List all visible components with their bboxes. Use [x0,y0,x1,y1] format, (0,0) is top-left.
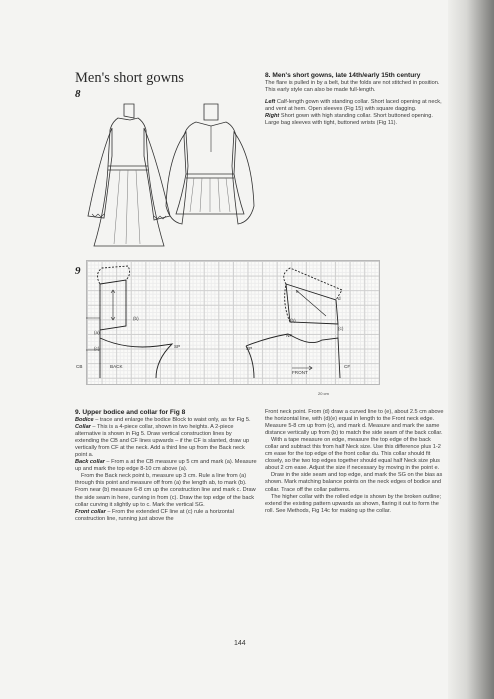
left-gown-belt [108,166,148,170]
cf-label: CF [344,364,351,369]
cb-label: CB [76,364,83,369]
sp-label-back: SP [174,344,181,349]
collar-fit-text: With a tape measure on edge, measure the top edge of the back collar and subtract this from half Neck size. Use this difference plus 1-2 cm ease for the top edge of the front collar du. This collar should fit closely, so the two top edges together should equal half Neck size plus about 2 cm ease. Adjust the size if necessary by moving in the point e. [265,437,441,472]
c-label-front: (c) [338,326,344,331]
scale-label: 20 cm [318,391,329,396]
c-label-back: (c) [94,346,100,351]
right-gown-collar [204,104,218,120]
back-collar-steps: From the Back neck point b, measure up 3 cm. Rule a line from (a) through this point and measure off from (a) the length ab, to mark (b). From near (b) measure 6-8 cm up the construction line and mark c. Draw the side seam in here, curving in from (c). Draw the top edge of the back collar curving it slightly up to c. Mark the vertical SG. [75,473,256,508]
book-spine-shadow [448,0,494,699]
bodice-text: – trace and enlarge the bodice Block to waist only, as for Fig 5. [93,417,251,423]
front-label: FRONT [292,370,308,375]
bodice-label: Bodice [75,417,94,423]
left-gown-body [94,118,164,246]
b-label-front: (b) [290,318,296,323]
collar-label: Collar [75,424,91,431]
sp-label-front: SP [246,346,253,351]
right-description: Short gown with high standing collar. Short buttoned opening. Large bag sleeves with tight, buttoned wrists (Fig 11). [265,113,433,127]
figure-9-heading: 9. Upper bodice and collar for Fig 8 [75,409,186,416]
higher-collar-text: The higher collar with the rolled edge is shown by the broken outline; extend the existing pattern upwards as shown, flaring it out to form the roll. See Methods, Fig 14c for making up the collar. [265,493,442,514]
front-collar-label: Front collar [75,508,106,515]
np-label: NP [286,333,293,338]
front-collar-text: – From the extended CF line at (c) rule a horizontal construction line, running just above the [75,508,234,522]
figure-8-number: 8 [75,88,81,100]
page-title: Men's short gowns [75,70,184,86]
left-description: Calf-length gown with standing collar. Short laced opening at neck, and vent at hem. Open sleeves (Fig 15) with square dagging. [265,99,442,113]
right-gown-belt [186,174,234,178]
back-bodice-outline [100,330,172,378]
figure-9-text-left [75,409,257,523]
b-label-back: (b) [133,316,139,321]
front-collar-continued: Front neck point. From (d) draw a curved line to (e), about 2.5 cm above the horizontal line, with (d)(e) equal in length to the Front neck edge. Measure 5-8 cm up from (c), and mark d. Measure and mark the same distance vertically up from (b) to match the side seam of the back collar. [265,409,444,437]
seam-marking-text: Draw in the side seam and top edge, and mark the SG on the bias as shown. Mark matching balance points on the neck edges of bodice and collar. Trace off the collar patterns. [265,472,443,493]
back-collar-text: – From a at the CB measure up 5 cm and mark (a). Measure up and mark the top edge 8-10 cm above (a). [75,459,257,473]
e-label: e [296,289,299,294]
figure-8-caption [265,72,445,132]
d-label: d [338,296,341,301]
back-label: BACK [110,364,123,369]
a-label: (a) [94,330,100,335]
figure-8-intro: The flare is pulled in by a belt, but the folds are not stitched in position. This early style can also be made full-length. [265,80,440,94]
left-label: Left [265,99,276,106]
figure-8-heading: 8. Men's short gowns, late 14th/early 15th century [265,72,421,79]
collar-text: – This is a 4-piece collar, shown in two heights. A 2-piece alternative is shown in Fig 5. Draw vertical construction lines by extending the CB and CF lines upwards – if the CF is slanted, draw up vertically from CF at the neck. Add a third line up from the Back neck point a. [75,424,250,459]
figure-8-gowns-illustration [86,96,256,258]
left-gown-collar [124,104,134,118]
figure-9-number: 9 [75,265,81,277]
figure-9-text-right [265,409,445,515]
back-collar-label: Back collar [75,459,105,466]
figure-9-pattern-diagram [86,260,380,385]
right-label: Right [265,113,280,120]
left-gown-sleeve-left [88,128,112,218]
page-number: 144 [234,640,246,647]
